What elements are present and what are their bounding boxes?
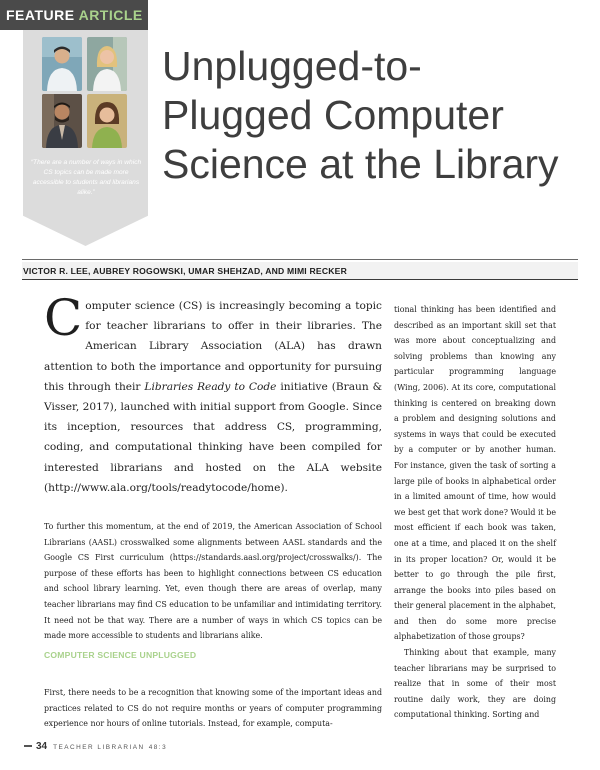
body-paragraph-3: First, there needs to be a recognition that knowing some of the important ideas and practices related to CS do not require months or years of computer programming experience nor hours of online tutorials. Instead, for example, computa-: [44, 688, 382, 729]
author-photo-3: [42, 94, 82, 148]
title-line-1: Unplugged-to-: [162, 43, 422, 89]
author-photo-4: [87, 94, 127, 148]
pull-quote: “There are a number of ways in which CS topics can be made more accessible to students and librarians alike.”: [30, 159, 142, 196]
drop-cap: C: [44, 289, 83, 347]
section-tag: [0, 0, 148, 30]
article-title: [162, 42, 592, 189]
right-paragraph-1: tional thinking has been identified and described as an important skill set that was more about conceptualizing and solving problems than knowing any particular programming language (Wing, 2006). At its core, computational thinking is centered on breaking down a problem and designing solutions and systems in ways that could be executed by a computer or by another human. For instance, given the task of sorting a large pile of books in alphabetical order in a limited amount of time, how would we best get that work done? Would it be most efficient if each book was taken, one at a time, and placed it on the shelf in its proper location? Or, would it be better to go through the pile first, arrange the books into piles based on their general placement in the alphabet, and then do some more precise alphabetization of those groups?: [394, 305, 556, 642]
authors-top-rule: [22, 259, 578, 260]
author-photo-1: [42, 37, 82, 91]
section-subhead: COMPUTER SCIENCE UNPLUGGED: [44, 650, 197, 660]
section-tag-word2: ARTICLE: [78, 7, 143, 23]
title-line-2: Plugged Computer: [162, 92, 504, 138]
issue-number: 48:3: [148, 744, 168, 751]
section-tag-word1: FEATURE: [6, 7, 75, 23]
intro-paragraph: [44, 289, 383, 498]
folio-mark: [24, 745, 32, 747]
page-number: 34: [36, 741, 48, 752]
right-column: [394, 302, 556, 723]
publication-name: TEACHER LIBRARIAN: [53, 744, 145, 751]
body-paragraph-2: To further this momentum, at the end of 2019, the American Association of School Librarians (AASL) crosswalked some alignments between AASL standards and the Google CS First curriculum (https://standards.aasl.org/project/crosswalks/). The purpose of these efforts has been to highlight connections between CS education and school library learning. Yet, even though there are areas of overlap, many teacher librarians may find CS education to be unfamiliar and intimidating territory. It need not be that way. There are a number of ways in which CS topics can be made more accessible to students and librarians alike.: [44, 522, 382, 641]
author-photo-2: [87, 37, 127, 91]
right-paragraph-2: Thinking about that example, many teacher librarians may be surprised to realize that in some of their most routine daily work, they are doing computational thinking. Sorting and: [394, 648, 556, 720]
author-byline: VICTOR R. LEE, AUBREY ROGOWSKI, UMAR SHEHZAD, AND MIMI RECKER: [22, 262, 578, 280]
intro-text-b: initiative (Braun & Visser, 2017), launched with initial support from Google. Since its inception, resources that address CS, programming, coding, and computational thinking have been compiled for interested librarians and hosted on the ALA website (http://www.ala.org/tools/readytocode/home).: [44, 380, 383, 494]
title-line-3: Science at the Library: [162, 141, 559, 187]
page-footer: [24, 741, 167, 752]
intro-italic-title: Libraries Ready to Code: [144, 380, 277, 393]
intro-text-a: omputer science (CS) is increasingly becoming a topic for teacher librarians to offer in their libraries. The American Library Association (ALA) has drawn attention to both the importance and opportunity for pursuing this through their: [44, 300, 382, 393]
